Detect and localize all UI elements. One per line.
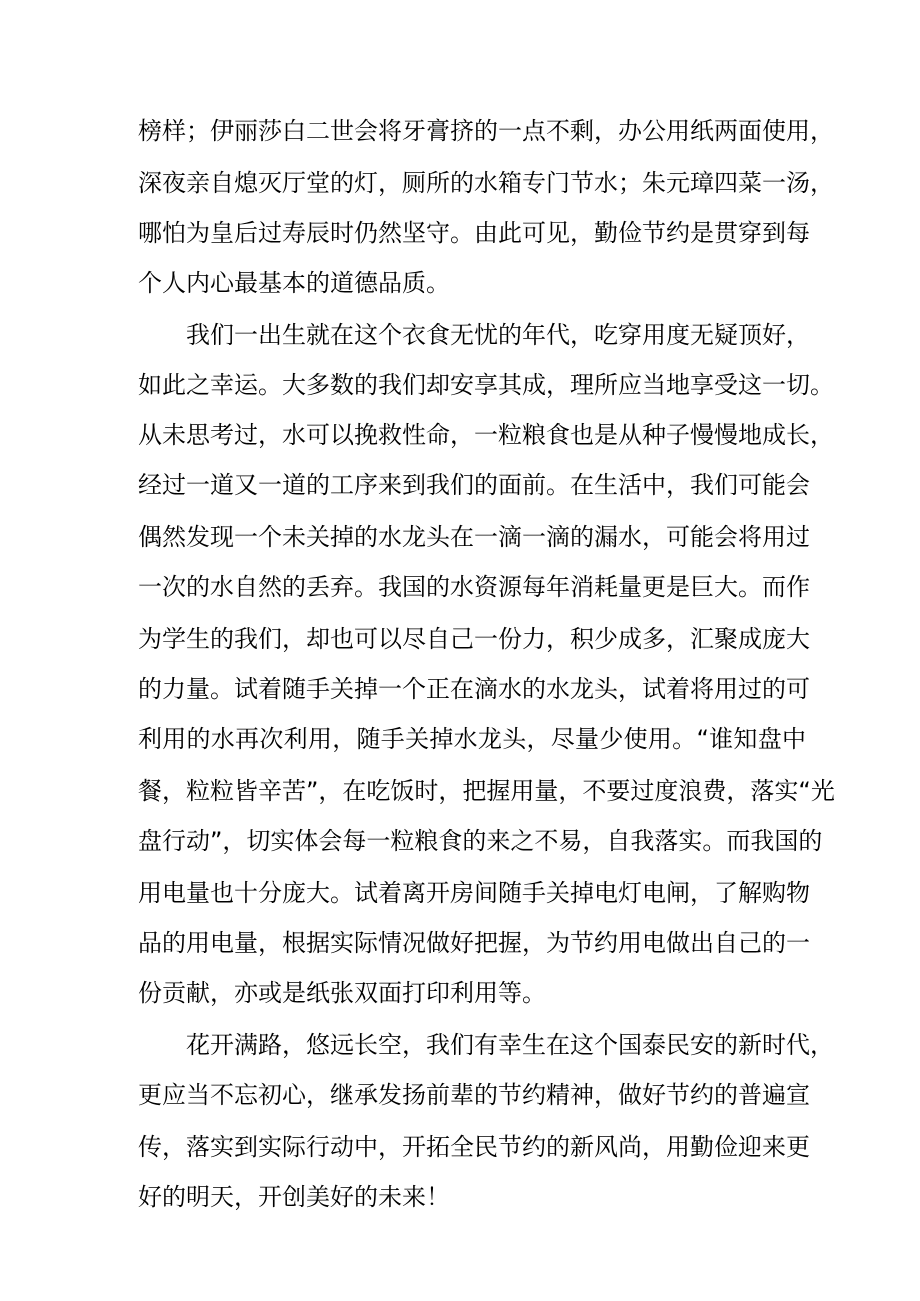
- paragraph-2-line-9: 利用的水再次利用，随手关掉水龙头，尽量少使用。“谁知盘中: [138, 725, 806, 753]
- paragraph-2-line-7: 为学生的我们，却也可以尽自己一份力，积少成多，汇聚成庞大: [138, 625, 810, 653]
- paragraph-2-line-13: 品的用电量，根据实际情况做好把握，为节约用电做出自己的一: [138, 929, 810, 957]
- paragraph-2-line-14: 份贡献，亦或是纸张双面打印利用等。: [138, 979, 546, 1007]
- paragraph-3-line-3: 传，落实到实际行动中，开拓全民节约的新风尚，用勤俭迎来更: [138, 1133, 810, 1161]
- paragraph-3-line-1: 花开满路，悠远长空，我们有幸生在这个国泰民安的新时代，: [186, 1031, 834, 1059]
- paragraph-2-line-12: 用电量也十分庞大。试着离开房间随手关掉电灯电闸，了解购物: [138, 879, 810, 907]
- paragraph-2-line-2: 如此之幸运。大多数的我们却安享其成，理所应当地享受这一切。: [138, 371, 834, 399]
- paragraph-1-line-4: 个人内心最基本的道德品质。: [138, 269, 450, 297]
- paragraph-2-line-11: 盘行动”，切实体会每一粒粮食的来之不易，自我落实。而我国的: [138, 827, 823, 855]
- paragraph-2-line-8: 的力量。试着随手关掉一个正在滴水的水龙头，试着将用过的可: [138, 675, 810, 703]
- paragraph-2-line-5: 偶然发现一个未关掉的水龙头在一滴一滴的漏水，可能会将用过: [138, 523, 810, 551]
- paragraph-1-line-1: 榜样；伊丽莎白二世会将牙膏挤的一点不剩，办公用纸两面使用，: [138, 117, 834, 145]
- paragraph-1-line-3: 哪怕为皇后过寿辰时仍然坚守。由此可见，勤俭节约是贯穿到每: [138, 219, 810, 247]
- paragraph-2-line-3: 从未思考过，水可以挽救性命，一粒粮食也是从种子慢慢地成长，: [138, 421, 834, 449]
- paragraph-2-line-10: 餐，粒粒皆辛苦”，在吃饭时，把握用量，不要过度浪费，落实“光: [138, 777, 835, 805]
- paragraph-3-line-2: 更应当不忘初心，继承发扬前辈的节约精神，做好节约的普遍宣: [138, 1081, 810, 1109]
- paragraph-3-line-4: 好的明天，开创美好的未来！: [138, 1183, 450, 1211]
- paragraph-1-line-2: 深夜亲自熄灭厅堂的灯，厕所的水箱专门节水；朱元璋四菜一汤，: [138, 169, 834, 197]
- paragraph-2-line-6: 一次的水自然的丢弃。我国的水资源每年消耗量更是巨大。而作: [138, 573, 810, 601]
- paragraph-2-line-4: 经过一道又一道的工序来到我们的面前。在生活中，我们可能会: [138, 471, 810, 499]
- paragraph-2-line-1: 我们一出生就在这个衣食无忧的年代，吃穿用度无疑顶好，: [186, 321, 810, 349]
